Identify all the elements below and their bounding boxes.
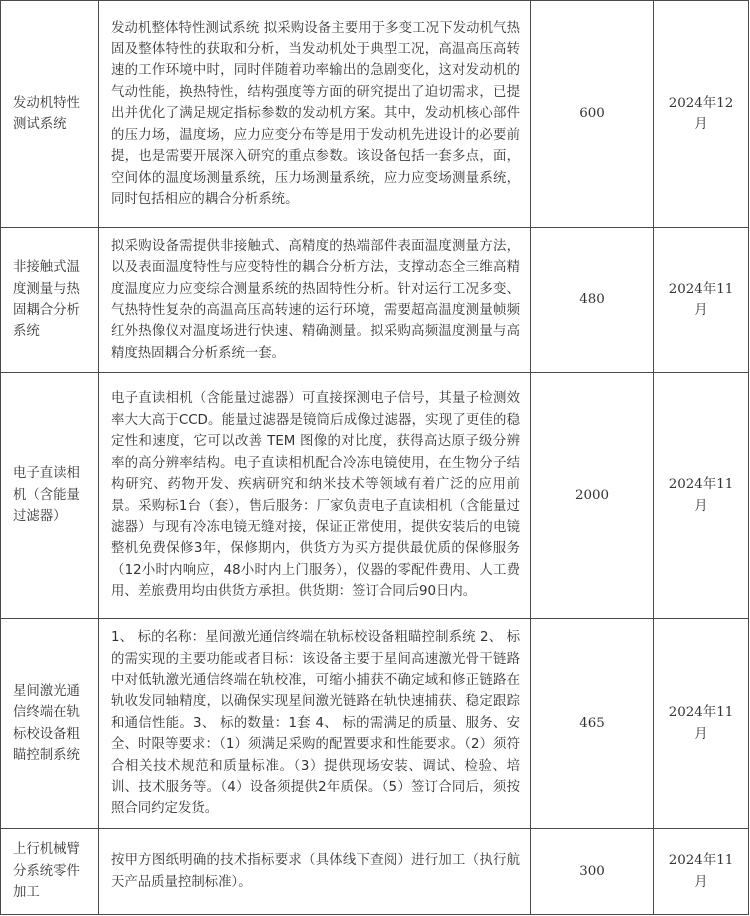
item-name: 上行机械臂分系统零件加工 [13,842,80,901]
item-description-cell [99,619,531,829]
item-description: 1、 标的名称：星间激光通信终端在轨标校设备粗瞄控制系统 2、 标的需实现的主要功能或者目标：该设备主要于星间高速激光骨干链路中对低轨激光通信终端在轨校准，可缩小捕获不确定域和修正链路在轨收发同轴精度，以确保实现星间激光链路在轨快速捕获、稳定跟踪和通信性能。3、 标的数量：1套 4、 标的需满足的质量、服务、安全、时限等要求：（1）须满足采购的配置要求和性能要求。（2）须符合相关技术规范和质量标准。（3）提供现场安装、调试、检验、培训、技术服务等。（4）设备须提供2年质保。（5）签订合同后，须按照合同约定发货。 [111,630,520,817]
item-description: 发动机整体特性测试系统 拟采购设备主要用于多变工况下发动机气热固及整体特性的获取和分析，当发动机处于典型工况，高温高压高转速的工作环境中时，同时伴随着功率输出的急剧变化，这对发动机的气动性能，换热特性，结构强度等方面的研究提出了迫切需求，已提出并优化了满足规定指标参数的发动机方案。其中，发动机核心部件的压力场，温度场，应力应变分布等是用于发动机先进设计的必要前提，也是需要开展深入研究的重点参数。该设备包括一套多点，面，空间体的温度场测量系统，压力场测量系统，应力应变场测量系统，同时包括相应的耦合分析系统。 [111,20,520,207]
item-budget: 600 [579,106,605,122]
item-date: 2024年11月 [668,281,734,318]
item-name-cell [1,373,99,619]
table-row [1,829,749,915]
item-name: 星间激光通信终端在轨标校设备粗瞄控制系统 [13,683,80,763]
item-budget: 300 [579,863,605,879]
item-budget-cell [531,228,654,373]
table-row [1,373,749,619]
item-date: 2024年12月 [668,95,734,132]
item-description-cell [99,228,531,373]
item-budget-cell [531,1,654,228]
item-budget-cell [531,373,654,619]
item-name: 发动机特性测试系统 [13,95,80,132]
table-row [1,619,749,829]
item-description: 按甲方图纸明确的技术指标要求（具体线下查阅）进行加工（执行航天产品质量控制标准）。 [111,853,520,890]
item-name: 非接触式温度测量与热固耦合分析系统 [13,260,80,340]
item-name-cell [1,228,99,373]
item-budget: 480 [579,292,605,308]
item-date-cell [654,373,749,619]
item-date-cell [654,829,749,915]
item-description-cell [99,829,531,915]
item-description-cell [99,373,531,619]
item-date-cell [654,619,749,829]
item-description: 拟采购设备需提供非接触式、高精度的热端部件表面温度测量方法，以及表面温度特性与应变特性的耦合分析方法，支撑动态全三维高精度温度应力应变综合测量系统的热固特性分析。针对运行工况多变、气热特性复杂的高温高压高转速的运行环境，需要超高温度测量帧频红外热像仪对温度场进行快速、精确测量。拟采购高频温度测量与高精度热固耦合分析系统一套。 [111,238,520,361]
item-name-cell [1,619,99,829]
item-date-cell [654,1,749,228]
item-budget: 2000 [574,487,610,503]
item-budget: 465 [579,715,605,731]
item-description-cell [99,1,531,228]
item-budget-cell [531,829,654,915]
item-budget-cell [531,619,654,829]
item-name: 电子直读相机（含能量过滤器） [13,466,80,525]
item-date: 2024年11月 [668,853,734,890]
item-date: 2024年11月 [668,705,734,742]
item-description: 电子直读相机（含能量过滤器）可直接探测电子信号，其量子检测效率大大高于CCD。能量过滤器是镜筒后成像过滤器，实现了更佳的稳定性和速度，它可以改善 TEM 图像的对比度，获得高达原子级分辨率的高分辨率结构。电子直读相机配合冷冻电镜使用，在生物分子结构研究、药物开发、疾病研究和纳米技术等领域有着广泛的应用前景。采购标1台（套），售后服务：厂家负责电子直读相机（含能量过滤器）与现有冷冻电镜无缝对接，保证正常使用，提供安装后的电镜整机免费保修3年，保修期内，供货方为买方提供最优质的保修服务（12小时内响应，48小时内上门服务），仪器的零配件费用、人工费用、差旅费用均由供货方承担。供货期：签订合同后90日内。 [111,391,520,600]
table-row [1,228,749,373]
item-name-cell [1,1,99,228]
table-row [1,1,749,228]
item-date-cell [654,228,749,373]
item-date: 2024年11月 [668,477,734,514]
item-name-cell [1,829,99,915]
